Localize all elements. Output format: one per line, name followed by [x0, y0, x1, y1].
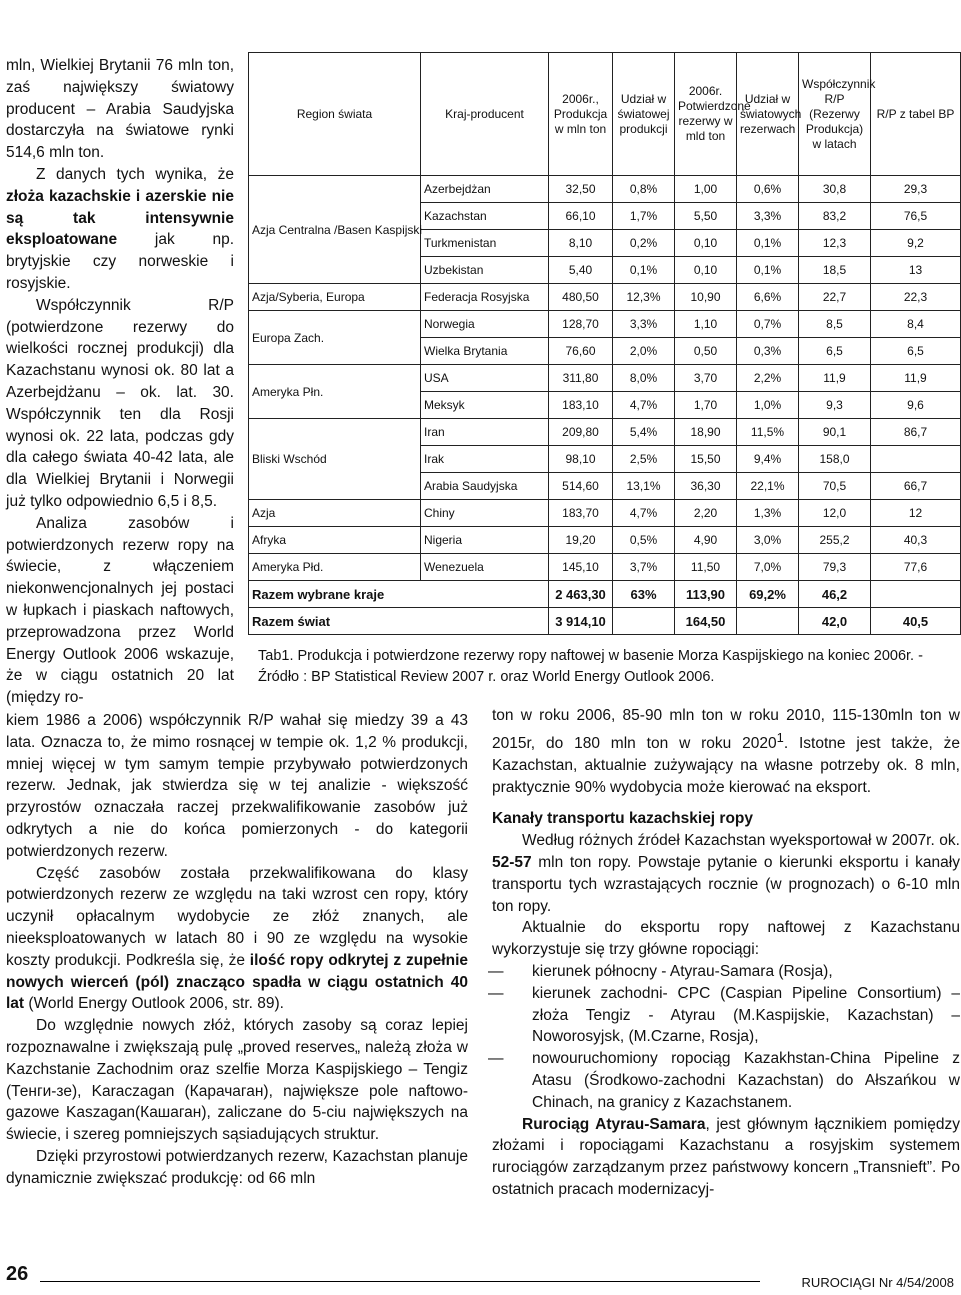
cell: 3,70 — [675, 365, 737, 392]
cell: 3,7% — [613, 554, 675, 581]
cell: 0,3% — [737, 338, 799, 365]
cell: 5,40 — [549, 257, 613, 284]
paragraph: Część zasobów została przekwalifikowana do klasy potwierdzonych rezerw ze względu na taki wzrost cen ropy, który uczynił opłacalnym wydobycie ze złóż znanych, ale nieeksploatowanych w latach 80 i 90 ze względu na wysokie koszty produkcji. Podkreśla się, że ilość ropy odkrytej z zupełnie nowych wierceń (pól) znacząco spadła w ciągu ostatnich 40 lat (World Energy Outlook 2006, str. 89). — [6, 864, 469, 1013]
cell: 3,0% — [737, 527, 799, 554]
country-cell: USA — [421, 365, 549, 392]
cell — [613, 608, 675, 635]
cell: 8,10 — [549, 230, 613, 257]
cell: 0,1% — [737, 230, 799, 257]
page-number: 26 — [6, 1263, 29, 1285]
table-row — [249, 365, 961, 392]
left-wide-column — [6, 710, 468, 1190]
cell: 3,3% — [613, 311, 675, 338]
col-header: Udział w światowych rezerwach — [737, 53, 799, 176]
cell: 63% — [613, 581, 675, 608]
emphasis: 52-57 — [492, 853, 532, 871]
emphasis: złoża kazachskie i azerskie nie są tak intensywnie eksploatowane — [6, 187, 234, 249]
list-item: — kierunek północny - Atyrau-Samara (Rosja), — [492, 961, 960, 983]
region-cell: Afryka — [249, 527, 421, 554]
total-label: Razem świat — [249, 608, 549, 635]
col-header: Kraj-producent — [421, 53, 549, 176]
region-cell: Azja Centralna /Basen Kaspijski — [249, 176, 421, 284]
cell: 7,0% — [737, 554, 799, 581]
cell: 9,4% — [737, 446, 799, 473]
cell: 1,7% — [613, 203, 675, 230]
cell: 2 463,30 — [549, 581, 613, 608]
col-header: 2006r. Potwierdzone rezerwy w mld ton — [675, 53, 737, 176]
section-heading: Kanały transportu kazachskiej ropy — [492, 810, 754, 828]
cell: 22,7 — [799, 284, 871, 311]
country-cell: Azerbejdżan — [421, 176, 549, 203]
oil-reserves-table — [248, 52, 961, 635]
cell: 209,80 — [549, 419, 613, 446]
country-cell: Meksyk — [421, 392, 549, 419]
cell: 22,1% — [737, 473, 799, 500]
cell: 2,5% — [613, 446, 675, 473]
cell: 12,0 — [799, 500, 871, 527]
cell: 9,2 — [871, 230, 961, 257]
cell: 0,5% — [613, 527, 675, 554]
cell: 30,8 — [799, 176, 871, 203]
country-cell: Uzbekistan — [421, 257, 549, 284]
cell: 5,50 — [675, 203, 737, 230]
emphasis: Rurociąg Atyrau-Samara — [522, 1115, 706, 1133]
region-cell: Ameryka Płn. — [249, 365, 421, 419]
country-cell: Wenezuela — [421, 554, 549, 581]
col-header: 2006r., Produkcja w mln ton — [549, 53, 613, 176]
paragraph: mln, Wielkiej Brytanii 76 mln ton, zaś największy światowy producent – Arabia Saudyjska dostarczyła na światowe rynki 514,6 mln ton. — [6, 57, 234, 162]
paragraph: Według różnych źródeł Kazachstan wyeksportował w 2007r. ok. 52-57 mln ton ropy. Powstaje pytanie o kierunki eksportu i kanały transportu tych wzrastających rocznie (w prognozach) o 6-10 mln ton ropy. — [492, 832, 960, 915]
table-row — [249, 176, 961, 203]
table-row — [249, 419, 961, 446]
table-row — [249, 311, 961, 338]
table-total-row — [249, 581, 961, 608]
cell: 2,0% — [613, 338, 675, 365]
cell: 40,5 — [871, 608, 961, 635]
cell: 6,6% — [737, 284, 799, 311]
cell: 90,1 — [799, 419, 871, 446]
table-row — [249, 284, 961, 311]
cell: 79,3 — [799, 554, 871, 581]
data-table-wrapper — [248, 52, 960, 635]
country-cell: Federacja Rosyjska — [421, 284, 549, 311]
cell: 0,2% — [613, 230, 675, 257]
cell: 0,6% — [737, 176, 799, 203]
cell: 8,4 — [871, 311, 961, 338]
region-cell: Azja — [249, 500, 421, 527]
paragraph: Aktualnie do eksportu ropy naftowej z Kazachstanu wykorzystuje się trzy główne ropociągi: — [492, 919, 960, 959]
cell: 12,3% — [613, 284, 675, 311]
cell: 1,70 — [675, 392, 737, 419]
cell: 18,5 — [799, 257, 871, 284]
total-label: Razem wybrane kraje — [249, 581, 549, 608]
cell: 32,50 — [549, 176, 613, 203]
cell: 183,10 — [549, 392, 613, 419]
right-column — [488, 705, 960, 1201]
cell: 4,7% — [613, 500, 675, 527]
region-cell: Bliski Wschód — [249, 419, 421, 500]
cell: 77,6 — [871, 554, 961, 581]
emphasis: ilość ropy odkrytej z zupełnie nowych wierceń (pól) znacząco spadła w ciągu ostatnich 40 lat — [6, 951, 469, 1013]
cell: 9,3 — [799, 392, 871, 419]
cell: 29,3 — [871, 176, 961, 203]
cell: 3,3% — [737, 203, 799, 230]
cell: 11,50 — [675, 554, 737, 581]
country-cell: Iran — [421, 419, 549, 446]
cell — [737, 608, 799, 635]
cell: 10,90 — [675, 284, 737, 311]
table-row — [249, 500, 961, 527]
col-header: Współczynnik R/P (Rezerwy Produkcja) w latach — [799, 53, 871, 176]
cell: 11,9 — [871, 365, 961, 392]
col-header: R/P z tabel BP — [871, 53, 961, 176]
country-cell: Kazachstan — [421, 203, 549, 230]
cell: 145,10 — [549, 554, 613, 581]
table-row — [249, 554, 961, 581]
cell: 66,7 — [871, 473, 961, 500]
cell: 158,0 — [799, 446, 871, 473]
cell: 113,90 — [675, 581, 737, 608]
cell: 18,90 — [675, 419, 737, 446]
country-cell: Wielka Brytania — [421, 338, 549, 365]
cell: 40,3 — [871, 527, 961, 554]
cell: 2,20 — [675, 500, 737, 527]
dash-bullet: — — [488, 1050, 504, 1068]
cell: 9,6 — [871, 392, 961, 419]
cell: 0,50 — [675, 338, 737, 365]
cell: 83,2 — [799, 203, 871, 230]
country-cell: Norwegia — [421, 311, 549, 338]
cell: 1,0% — [737, 392, 799, 419]
cell: 1,3% — [737, 500, 799, 527]
region-cell: Azja/Syberia, Europa — [249, 284, 421, 311]
cell: 0,7% — [737, 311, 799, 338]
cell: 36,30 — [675, 473, 737, 500]
country-cell: Turkmenistan — [421, 230, 549, 257]
cell: 1,10 — [675, 311, 737, 338]
table-header-row — [249, 53, 961, 176]
cell: 4,7% — [613, 392, 675, 419]
cell: 4,90 — [675, 527, 737, 554]
paragraph: Analiza zasobów i potwierdzonych rezerw ropy na świecie, z włączeniem niekonwencjonalnych jej postaci w łupkach i piaskach naftowych, przeprowadzona przez World Energy Outlook 2006 wskazuje, że w ciągu ostatnich 20 lat (między ro- — [6, 514, 234, 707]
cell: 255,2 — [799, 527, 871, 554]
cell: 86,7 — [871, 419, 961, 446]
cell: 13,1% — [613, 473, 675, 500]
cell: 128,70 — [549, 311, 613, 338]
cell: 15,50 — [675, 446, 737, 473]
dash-bullet: — — [488, 962, 504, 980]
left-narrow-column — [6, 55, 234, 709]
cell: 3 914,10 — [549, 608, 613, 635]
cell: 46,2 — [799, 581, 871, 608]
cell: 22,3 — [871, 284, 961, 311]
cell: 76,60 — [549, 338, 613, 365]
list-item: — nowouruchomiony ropociąg Kazakhstan-China Pipeline z Atasu (Środkowo-zachodni Kazachstan) do Ałszańkou w Chinach, na granicy z Kazachstanem. — [488, 1050, 960, 1111]
journal-name: RUROCIĄGI Nr 4/54/2008 — [801, 1275, 954, 1290]
country-cell: Irak — [421, 446, 549, 473]
paragraph: Do względnie nowych złóż, których zasoby są coraz lepiej rozpoznawalne i zwiększają pulę „proved reserves„ należą złoża w Kazchstanie Zachodnim oraz szelfie Morza Kaspijskiego – Tengiz (Тенги-зе), Karaczagan (Карачаган), największe pole naftowo-gazowe Kaszagan(Кашаган), zaliczane do 5-ciu największych na świecie, i szereg pomniejszych sąsiadujących struktur. — [6, 1017, 468, 1144]
cell: 69,2% — [737, 581, 799, 608]
paragraph: Współczynnik R/P (potwierdzone rezerwy do wielkości rocznej produkcji) dla Kazachstanu wynosi ok. 80 lat a Azerbejdżanu – ok. lat. 30. Współczynnik ten dla Rosji wynosi ok. 22 lata, podczas gdy dla całego świata 40-42 lata, ale dla Wielkiej Brytanii i Norwegii już tylko odpowiednio 6,5 i 8,5. — [6, 296, 234, 510]
cell: 70,5 — [799, 473, 871, 500]
table-caption: Tab1. Produkcja i potwierdzone rezerwy ropy naftowej w basenie Morza Kaspijskiego na koniec 2006r. - Źródło : BP Statistical Review 2007 r. oraz World Energy Outlook 2006. — [258, 648, 923, 685]
cell: 6,5 — [799, 338, 871, 365]
cell: 13 — [871, 257, 961, 284]
cell: 11,9 — [799, 365, 871, 392]
table-total-row — [249, 608, 961, 635]
cell: 0,10 — [675, 257, 737, 284]
cell: 98,10 — [549, 446, 613, 473]
cell: 183,70 — [549, 500, 613, 527]
dash-bullet: — — [488, 984, 504, 1002]
cell: 19,20 — [549, 527, 613, 554]
country-cell: Arabia Saudyjska — [421, 473, 549, 500]
cell: 66,10 — [549, 203, 613, 230]
cell: 11,5% — [737, 419, 799, 446]
paragraph: kiem 1986 a 2006) współczynnik R/P wahał się miedzy 39 a 43 lata. Oznacza to, że mimo rosnącej w tempie ok. 1,2 % produkcji, mniej więcej w tym samym tempie przybywało potwierdzonych rezerw. Jednak, jak stwierdza się w tej analizie - większość przyrostów oznaczała raczej przekwalifikowanie zasobów już odkrytych a nie do końca pomierzonych - do kategorii potwierdzonych rezerw. — [6, 712, 468, 860]
cell: 1,00 — [675, 176, 737, 203]
footnote-marker: 1 — [776, 729, 784, 745]
country-cell: Nigeria — [421, 527, 549, 554]
cell: 76,5 — [871, 203, 961, 230]
cell — [871, 446, 961, 473]
cell: 0,8% — [613, 176, 675, 203]
cell: 5,4% — [613, 419, 675, 446]
col-header: Region świata — [249, 53, 421, 176]
paragraph: ton w roku 2006, 85-90 mln ton w roku 2010, 115-130mln ton w 2015r, do 180 mln ton w roku 2020$^1$. Istotne jest także, że Kazachstan, aktualnie zużywający na własne potrzeby ok. 8 mln, praktycznie 90% wydobycia może kierować na eksport. — [492, 707, 960, 796]
cell: 514,60 — [549, 473, 613, 500]
cell — [871, 581, 961, 608]
country-cell: Chiny — [421, 500, 549, 527]
cell: 8,5 — [799, 311, 871, 338]
cell: 164,50 — [675, 608, 737, 635]
list-item: — kierunek zachodni- CPC (Caspian Pipeline Consortium) – złoża Tengiz - Atyrau (M.Kaspijskie, Kazachstan) – Noworosyjsk, (M.Czarne, Rosja), — [488, 984, 960, 1046]
cell: 8,0% — [613, 365, 675, 392]
cell: 0,1% — [737, 257, 799, 284]
cell: 480,50 — [549, 284, 613, 311]
cell: 6,5 — [871, 338, 961, 365]
cell: 0,1% — [613, 257, 675, 284]
cell: 311,80 — [549, 365, 613, 392]
cell: 2,2% — [737, 365, 799, 392]
table-row — [249, 527, 961, 554]
paragraph: Z danych tych wynika, że złoża kazachskie i azerskie nie są tak intensywnie eksploatowane jak np. brytyjskie czy norweskie i rosyjskie. — [6, 165, 235, 292]
col-header: Udział w światowej produkcji — [613, 53, 675, 176]
paragraph: Dzięki przyrostowi potwierdzanych rezerw, Kazachstan planuje dynamicznie zwiększać produkcję: od 66 mln — [6, 1147, 468, 1187]
paragraph: Rurociąg Atyrau-Samara, jest głównym łącznikiem pomiędzy złożami i ropociągami Kazachstanu a rosyjskim systemem rurociągów zarządzanym przez państwowy koncern „Transnieft”. Po ostatnich pracach modernizacyj- — [492, 1115, 960, 1198]
cell: 0,10 — [675, 230, 737, 257]
footer-divider — [40, 1281, 760, 1282]
cell: 12 — [871, 500, 961, 527]
region-cell: Europa Zach. — [249, 311, 421, 365]
cell: 42,0 — [799, 608, 871, 635]
cell: 12,3 — [799, 230, 871, 257]
region-cell: Ameryka Płd. — [249, 554, 421, 581]
